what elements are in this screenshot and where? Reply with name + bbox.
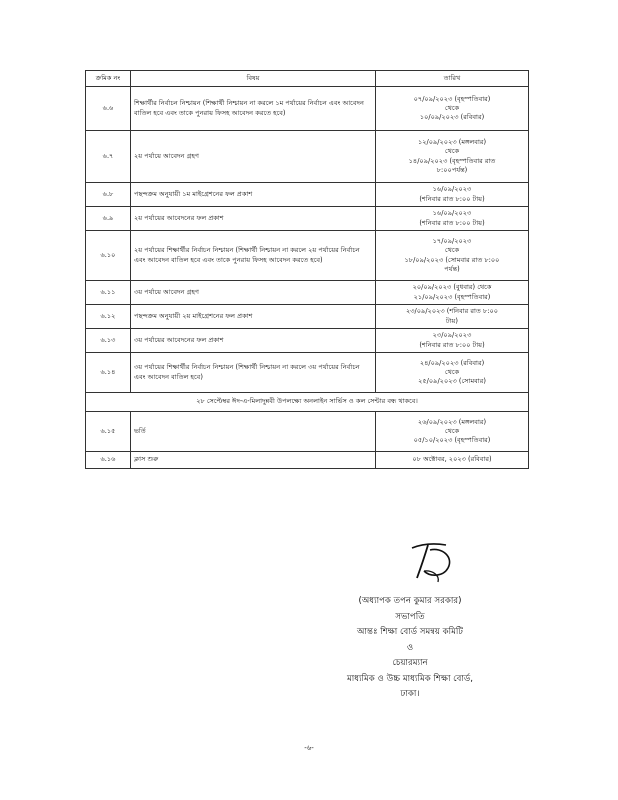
row-subject: পছন্দক্রম অনুযায়ী ২য় মাইগ্রেশনের ফল প্রকাশ — [131, 305, 376, 329]
date-line: ১৬/০৯/২০২৩ — [432, 185, 472, 194]
table-row — [86, 353, 529, 393]
signatory-board: মাধ্যমিক ও উচ্চ মাধ্যমিক শিক্ষা বোর্ড, — [346, 673, 474, 684]
signatory-chairman: চেয়ারম্যান — [392, 658, 428, 668]
row-date — [376, 183, 529, 207]
table-row — [86, 183, 529, 207]
date-line: ১৭/০৯/২০২৩ — [432, 237, 472, 246]
date-line: ১৮/০৯/২০২৩ (সোমবার রাত ৮:০০ — [404, 255, 500, 264]
row-serial: ৬.৯ — [86, 207, 131, 231]
date-line: ২০/০৯/২০২৩ (বুধবার) থেকে — [412, 283, 492, 292]
date-line: ০৮ অক্টোবর, ২০২৩ (রবিবার) — [412, 455, 492, 464]
date-line: থেকে — [444, 103, 460, 112]
date-line: থেকে — [444, 367, 460, 376]
row-serial: ৬.১৬ — [86, 452, 131, 469]
date-line: ০৭/০৯/২০২৩ (বৃহস্পতিবার) — [413, 94, 491, 103]
table-row — [86, 305, 529, 329]
date-line: ২৩/০৯/২০২৩ — [432, 331, 472, 340]
row-subject: ৩য় পর্যায়ের আবেদনের ফল প্রকাশ — [131, 329, 376, 353]
date-line: পর্যন্ত) — [444, 264, 460, 273]
row-serial: ৬.১৫ — [86, 412, 131, 452]
row-date — [376, 412, 529, 452]
date-line: থেকে — [444, 246, 460, 255]
row-subject: ৩য় পর্যায়ের শিক্ষার্থীর নির্বাচন নিশ্চায়ন (শিক্ষার্থী নিশ্চায়ন না করলে ৩য় পর্যায়ের নির্বাচন এবং আবেদন বাতিল হবে) — [131, 353, 376, 393]
signatory-title: সভাপতি — [395, 611, 425, 622]
eid-notice: ২৮ সেপ্টেম্বর ঈদ-এ-মিলাদুন্নবী উপলক্ষ্যে অনলাইন সার্ভিস ও কল সেন্টার বন্ধ থাকবে। — [86, 393, 529, 412]
table-row — [86, 207, 529, 231]
row-date — [376, 305, 529, 329]
row-serial: ৬.১৪ — [86, 353, 131, 393]
date-line: ২৪/০৯/২০২৩ (রবিবার) — [419, 358, 485, 367]
date-line: ১২/০৯/২০২৩ (মঙ্গলবার) — [417, 138, 487, 147]
table-row — [86, 412, 529, 452]
row-date — [376, 329, 529, 353]
date-line: ২৫/০৯/২০২৩ (সোমবার) — [418, 377, 486, 386]
row-date — [376, 281, 529, 305]
date-line: থেকে — [444, 426, 460, 435]
row-serial: ৬.১৩ — [86, 329, 131, 353]
signature-mark — [408, 540, 460, 585]
date-line: (শনিবার রাত ৮:০০ টায়) — [419, 194, 485, 203]
table-header-row — [86, 71, 529, 87]
date-line: থেকে — [444, 147, 460, 156]
row-subject: ক্লাস শুরু — [131, 452, 376, 469]
signatory-committee: আন্তঃ শিক্ষা বোর্ড সমন্বয় কমিটি — [357, 627, 463, 637]
header-serial: ক্রমিক নং — [86, 71, 131, 87]
table-row — [86, 87, 529, 131]
signature-block — [300, 594, 520, 703]
date-line: টায়) — [446, 316, 458, 325]
row-subject: ২য় পর্যায়ের আবেদনের ফল প্রকাশ — [131, 207, 376, 231]
schedule-table — [85, 70, 529, 469]
date-line: ২৩/০৯/২০২৩ (শনিবার রাত ৮:০০ — [405, 307, 499, 316]
row-subject: ভর্তি — [131, 412, 376, 452]
page-number: -৬- — [304, 744, 314, 752]
table-row — [86, 329, 529, 353]
header-date: তারিখ — [376, 71, 529, 87]
row-serial: ৬.৭ — [86, 131, 131, 183]
row-date — [376, 452, 529, 469]
signatory-conjunction: ও — [406, 642, 414, 653]
row-date — [376, 231, 529, 281]
row-serial: ৬.১১ — [86, 281, 131, 305]
table-row — [86, 131, 529, 183]
date-line: (শনিবার রাত ৮:০০ টায়) — [419, 340, 485, 349]
signatory-name: (অধ্যাপক তপন কুমার সরকার) — [358, 596, 462, 606]
row-subject: ৩য় পর্যায়ে আবেদন গ্রহণ — [131, 281, 376, 305]
table-row — [86, 231, 529, 281]
row-serial: ৬.১২ — [86, 305, 131, 329]
header-subject: বিষয় — [131, 71, 376, 87]
table-row — [86, 452, 529, 469]
date-line: ১৬/০৯/২০২৩ — [432, 209, 472, 218]
date-line: ০৫/১০/২০২৩ (বৃহস্পতিবার) — [413, 436, 491, 445]
row-date — [376, 207, 529, 231]
date-line: ২৬/০৯/২০২৩ (মঙ্গলবার) — [417, 417, 487, 426]
date-line: ১০/০৯/২০২৩ (রবিবার) — [419, 113, 485, 122]
row-serial: ৬.৬ — [86, 87, 131, 131]
row-subject: শিক্ষার্থীর নির্বাচন নিশ্চায়ন (শিক্ষার্থী নিশ্চায়ন না করলে ১ম পর্যায়ের নির্বাচন এবং আবেদন বাতিল হবে এবং তাকে পুনরায় ফিসহ আবেদন করতে হবে) — [131, 87, 376, 131]
date-line: ২১/০৯/২০২৩ (বৃহস্পতিবার) — [413, 292, 491, 301]
date-line: (শনিবার রাত ৮:০০ টায়) — [419, 218, 485, 227]
row-serial: ৬.৮ — [86, 183, 131, 207]
table-row — [86, 281, 529, 305]
notice-row — [86, 393, 529, 412]
row-serial: ৬.১০ — [86, 231, 131, 281]
date-line: ৮:০০পর্যন্ত) — [436, 165, 468, 174]
row-date — [376, 353, 529, 393]
row-subject: ২য় পর্যায়ের শিক্ষার্থীর নির্বাচন নিশ্চায়ন (শিক্ষার্থী নিশ্চায়ন না করলে ২য় পর্যায়ের নির্বাচন এবং আবেদন বাতিল হবে এবং তাকে পুনরায় ফিসহ আবেদন করতে হবে) — [131, 231, 376, 281]
row-date — [376, 87, 529, 131]
signatory-city: ঢাকা। — [400, 689, 420, 699]
row-subject: ২য় পর্যায়ে আবেদন গ্রহণ — [131, 131, 376, 183]
date-line: ১৪/০৯/২০২৩ (বৃহস্পতিবার রাত — [408, 156, 496, 165]
row-subject: পছন্দক্রম অনুযায়ী ১ম মাইগ্রেশনের ফল প্রকাশ — [131, 183, 376, 207]
row-date — [376, 131, 529, 183]
